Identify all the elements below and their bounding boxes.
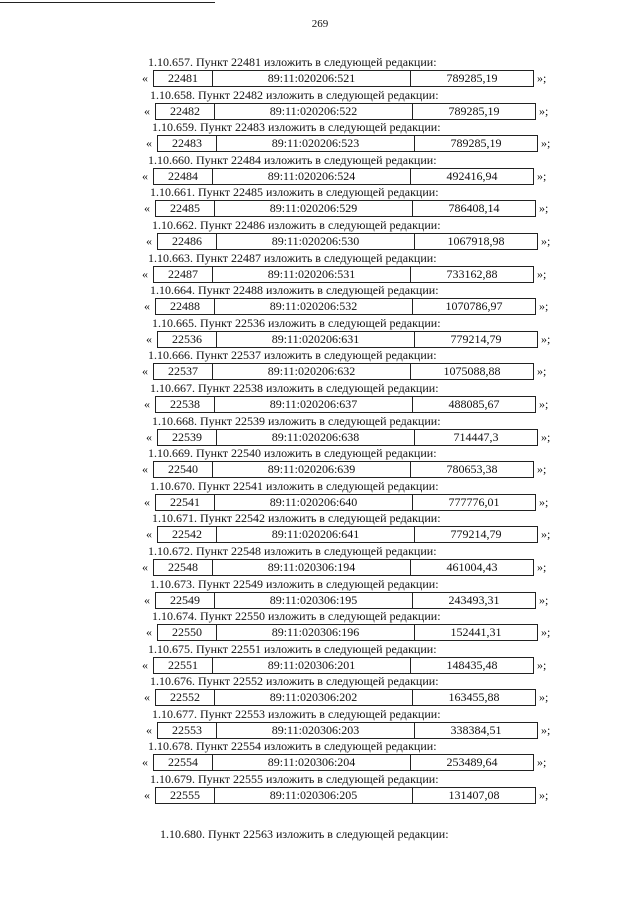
amendment-entry	[0, 479, 640, 512]
close-quote: »;	[539, 494, 549, 509]
entry-row	[146, 233, 566, 249]
cadastral-number-cell: 89:11:020306:202	[214, 690, 412, 705]
item-number-cell: 22542	[172, 527, 202, 542]
amendment-entry	[0, 414, 640, 447]
value-cell: 789285,19	[412, 104, 535, 119]
cadastral-number-cell: 89:11:020206:531	[212, 267, 410, 282]
value-cell: 786408,14	[412, 201, 535, 216]
item-number-cell: 22555	[170, 788, 200, 803]
entry-table	[153, 266, 534, 283]
close-quote: »;	[539, 396, 549, 411]
close-quote: »;	[541, 233, 551, 248]
entry-table	[155, 200, 536, 217]
entry-row	[144, 103, 564, 119]
entry-heading: 1.10.663. Пункт 22487 изложить в следующей редакции:	[148, 250, 437, 265]
item-number-cell: 22550	[172, 625, 202, 640]
entry-table	[153, 70, 534, 87]
open-quote: «	[146, 722, 152, 737]
close-quote: »;	[537, 462, 547, 477]
amendment-entry	[0, 609, 640, 642]
entry-table	[153, 363, 534, 380]
amendment-entry	[0, 283, 640, 316]
entry-table	[155, 396, 536, 413]
open-quote: «	[144, 396, 150, 411]
value-cell: 779214,79	[414, 527, 537, 542]
close-quote: »;	[541, 625, 551, 640]
value-cell: 1067918,98	[414, 234, 537, 249]
entry-table	[157, 722, 538, 739]
item-number-cell: 22554	[168, 755, 198, 770]
value-cell: 1075088,88	[410, 364, 533, 379]
cadastral-number-cell: 89:11:020206:637	[214, 397, 412, 412]
entry-heading: 1.10.661. Пункт 22485 изложить в следующей редакции:	[150, 185, 439, 200]
value-cell: 1070786,97	[412, 299, 535, 314]
close-quote: »;	[539, 201, 549, 216]
open-quote: «	[142, 364, 148, 379]
item-number-cell: 22539	[172, 429, 202, 444]
entry-table	[157, 331, 538, 348]
item-number-cell: 22537	[168, 364, 198, 379]
open-quote: «	[142, 71, 148, 85]
entry-heading: 1.10.672. Пункт 22548 изложить в следующей редакции:	[148, 543, 437, 558]
close-quote: »;	[541, 722, 551, 737]
value-cell: 488085,67	[412, 397, 535, 412]
open-quote: «	[142, 266, 148, 281]
close-quote: »;	[539, 788, 549, 803]
entry-table	[157, 233, 538, 250]
entry-heading: 1.10.679. Пункт 22555 изложить в следующей редакции:	[150, 772, 439, 787]
entry-row	[146, 722, 566, 738]
entry-row	[142, 461, 562, 477]
close-quote: »;	[539, 690, 549, 705]
close-quote: »;	[537, 559, 547, 574]
amendment-entry	[0, 348, 640, 381]
value-cell: 338384,51	[414, 723, 537, 738]
close-quote: »;	[539, 592, 549, 607]
entry-table	[155, 298, 536, 315]
item-number-cell: 22482	[170, 103, 200, 118]
value-cell: 461004,43	[410, 560, 533, 575]
entry-heading: 1.10.662. Пункт 22486 изложить в следующей редакции:	[152, 217, 441, 232]
open-quote: «	[146, 233, 152, 248]
amendment-entry	[0, 316, 640, 349]
entry-table	[153, 754, 534, 771]
cadastral-number-cell: 89:11:020206:638	[216, 430, 414, 445]
open-quote: «	[146, 527, 152, 542]
cadastral-number-cell: 89:11:020306:203	[216, 723, 414, 738]
entry-heading: 1.10.675. Пункт 22551 изложить в следующей редакции:	[148, 641, 437, 656]
close-quote: »;	[537, 266, 547, 281]
item-number-cell: 22484	[168, 168, 198, 183]
entry-row	[146, 526, 566, 542]
item-number-cell: 22486	[172, 233, 202, 248]
cadastral-number-cell: 89:11:020206:522	[214, 104, 412, 119]
entry-heading: 1.10.660. Пункт 22484 изложить в следующей редакции:	[148, 152, 437, 167]
value-cell: 789285,19	[414, 136, 537, 151]
cadastral-number-cell: 89:11:020206:641	[216, 527, 414, 542]
cadastral-number-cell: 89:11:020206:632	[212, 364, 410, 379]
entry-table	[157, 526, 538, 543]
cadastral-number-cell: 89:11:020206:631	[216, 332, 414, 347]
entry-heading: 1.10.668. Пункт 22539 изложить в следующей редакции:	[152, 413, 441, 428]
amendment-entry	[0, 577, 640, 610]
amendment-entry	[0, 55, 640, 88]
open-quote: «	[142, 462, 148, 477]
item-number-cell: 22483	[172, 136, 202, 151]
value-cell: 777776,01	[412, 495, 535, 510]
value-cell: 492416,94	[410, 169, 533, 184]
cadastral-number-cell: 89:11:020206:521	[212, 71, 410, 86]
entry-table	[155, 787, 536, 804]
entry-table	[155, 494, 536, 511]
value-cell: 152441,31	[414, 625, 537, 640]
amendment-entry	[0, 772, 640, 805]
cadastral-number-cell: 89:11:020306:201	[212, 658, 410, 673]
item-number-cell: 22548	[168, 559, 198, 574]
item-number-cell: 22538	[170, 396, 200, 411]
entry-table	[153, 168, 534, 185]
amendment-entry	[0, 707, 640, 740]
cadastral-number-cell: 89:11:020206:530	[216, 234, 414, 249]
cadastral-number-cell: 89:11:020306:204	[212, 755, 410, 770]
entry-heading: 1.10.676. Пункт 22552 изложить в следующей редакции:	[150, 674, 439, 689]
entry-heading: 1.10.667. Пункт 22538 изложить в следующей редакции:	[150, 380, 439, 395]
entry-row	[142, 754, 562, 770]
entry-row	[144, 787, 564, 803]
entry-heading: 1.10.664. Пункт 22488 изложить в следующей редакции:	[150, 283, 439, 298]
close-quote: »;	[537, 168, 547, 183]
entry-table	[153, 657, 534, 674]
close-quote: »;	[541, 136, 551, 151]
open-quote: «	[142, 168, 148, 183]
entry-table	[153, 461, 534, 478]
open-quote: «	[144, 690, 150, 705]
close-quote: »;	[539, 103, 549, 118]
close-quote: »;	[537, 657, 547, 672]
cadastral-number-cell: 89:11:020206:529	[214, 201, 412, 216]
value-cell: 131407,08	[412, 788, 535, 803]
open-quote: «	[144, 494, 150, 509]
entry-row	[146, 429, 566, 445]
item-number-cell: 22487	[168, 266, 198, 281]
amendment-entry	[0, 446, 640, 479]
value-cell: 780653,38	[410, 462, 533, 477]
amendment-entry	[0, 642, 640, 675]
amendment-entry	[0, 218, 640, 251]
open-quote: «	[142, 559, 148, 574]
cadastral-number-cell: 89:11:020306:196	[216, 625, 414, 640]
entry-heading: 1.10.673. Пункт 22549 изложить в следующей редакции:	[150, 576, 439, 591]
entry-table	[153, 559, 534, 576]
value-cell: 163455,88	[412, 690, 535, 705]
entry-row	[144, 494, 564, 510]
close-quote: »;	[541, 429, 551, 444]
entry-row	[142, 266, 562, 282]
amendment-entry	[0, 511, 640, 544]
close-quote: »;	[541, 527, 551, 542]
open-quote: «	[144, 788, 150, 803]
cadastral-number-cell: 89:11:020206:532	[214, 299, 412, 314]
amendment-entry	[0, 251, 640, 284]
close-quote: »;	[541, 331, 551, 346]
entry-row	[142, 559, 562, 575]
entry-row	[142, 363, 562, 379]
entry-table	[155, 689, 536, 706]
value-cell: 148435,48	[410, 658, 533, 673]
item-number-cell: 22553	[172, 722, 202, 737]
entry-row	[144, 689, 564, 705]
amendment-entry	[0, 88, 640, 121]
value-cell: 779214,79	[414, 332, 537, 347]
cadastral-number-cell: 89:11:020206:639	[212, 462, 410, 477]
value-cell: 789285,19	[410, 71, 533, 86]
amendments-list	[0, 55, 640, 805]
amendment-entry	[0, 185, 640, 218]
open-quote: «	[142, 755, 148, 770]
close-quote: »;	[537, 755, 547, 770]
entry-heading: 1.10.677. Пункт 22553 изложить в следующей редакции:	[152, 706, 441, 721]
entry-heading: 1.10.658. Пункт 22482 изложить в следующей редакции:	[150, 87, 439, 102]
entry-heading: 1.10.669. Пункт 22540 изложить в следующей редакции:	[148, 446, 437, 461]
entry-row	[144, 298, 564, 314]
close-quote: »;	[539, 299, 549, 314]
open-quote: «	[146, 429, 152, 444]
entry-heading: 1.10.666. Пункт 22537 изложить в следующей редакции:	[148, 348, 437, 363]
entry-row	[144, 592, 564, 608]
entry-heading: 1.10.674. Пункт 22550 изложить в следующей редакции:	[152, 609, 441, 624]
open-quote: «	[146, 331, 152, 346]
entry-heading: 1.10.657. Пункт 22481 изложить в следующей редакции:	[148, 55, 437, 69]
item-number-cell: 22552	[170, 690, 200, 705]
value-cell: 253489,64	[410, 755, 533, 770]
entry-row	[142, 657, 562, 673]
open-quote: «	[142, 657, 148, 672]
top-rule	[0, 2, 215, 3]
item-number-cell: 22541	[170, 494, 200, 509]
item-number-cell: 22551	[168, 657, 198, 672]
value-cell: 733162,88	[410, 267, 533, 282]
open-quote: «	[146, 625, 152, 640]
open-quote: «	[146, 136, 152, 151]
cadastral-number-cell: 89:11:020306:205	[214, 788, 412, 803]
open-quote: «	[144, 103, 150, 118]
cadastral-number-cell: 89:11:020306:194	[212, 560, 410, 575]
entry-row	[146, 331, 566, 347]
cadastral-number-cell: 89:11:020206:640	[214, 495, 412, 510]
item-number-cell: 22488	[170, 299, 200, 314]
value-cell: 714447,3	[414, 430, 537, 445]
entry-table	[157, 429, 538, 446]
open-quote: «	[144, 592, 150, 607]
last-entry-heading: 1.10.680. Пункт 22563 изложить в следующей редакции:	[160, 827, 449, 841]
item-number-cell: 22549	[170, 592, 200, 607]
item-number-cell: 22481	[168, 71, 198, 85]
entry-heading: 1.10.671. Пункт 22542 изложить в следующей редакции:	[152, 511, 441, 526]
entry-row	[144, 396, 564, 412]
entry-heading: 1.10.670. Пункт 22541 изложить в следующей редакции:	[150, 478, 439, 493]
entry-heading: 1.10.665. Пункт 22536 изложить в следующей редакции:	[152, 315, 441, 330]
entry-row	[142, 70, 562, 86]
entry-table	[157, 135, 538, 152]
open-quote: «	[144, 201, 150, 216]
cadastral-number-cell: 89:11:020306:195	[214, 593, 412, 608]
amendment-entry	[0, 674, 640, 707]
amendment-entry	[0, 381, 640, 414]
cadastral-number-cell: 89:11:020206:523	[216, 136, 414, 151]
cadastral-number-cell: 89:11:020206:524	[212, 169, 410, 184]
item-number-cell: 22536	[172, 331, 202, 346]
amendment-entry	[0, 739, 640, 772]
amendment-entry	[0, 544, 640, 577]
open-quote: «	[144, 299, 150, 314]
item-number-cell: 22485	[170, 201, 200, 216]
close-quote: »;	[537, 71, 547, 85]
entry-row	[146, 624, 566, 640]
entry-table	[157, 624, 538, 641]
entry-heading: 1.10.659. Пункт 22483 изложить в следующей редакции:	[152, 120, 441, 135]
entry-row	[144, 200, 564, 216]
page-number: 269	[311, 18, 329, 30]
item-number-cell: 22540	[168, 462, 198, 477]
entry-row	[142, 168, 562, 184]
value-cell: 243493,31	[412, 593, 535, 608]
entry-table	[155, 103, 536, 120]
close-quote: »;	[537, 364, 547, 379]
entry-heading: 1.10.678. Пункт 22554 изложить в следующей редакции:	[148, 739, 437, 754]
entry-table	[155, 592, 536, 609]
amendment-entry	[0, 153, 640, 186]
entry-row	[146, 135, 566, 151]
amendment-entry	[0, 120, 640, 153]
